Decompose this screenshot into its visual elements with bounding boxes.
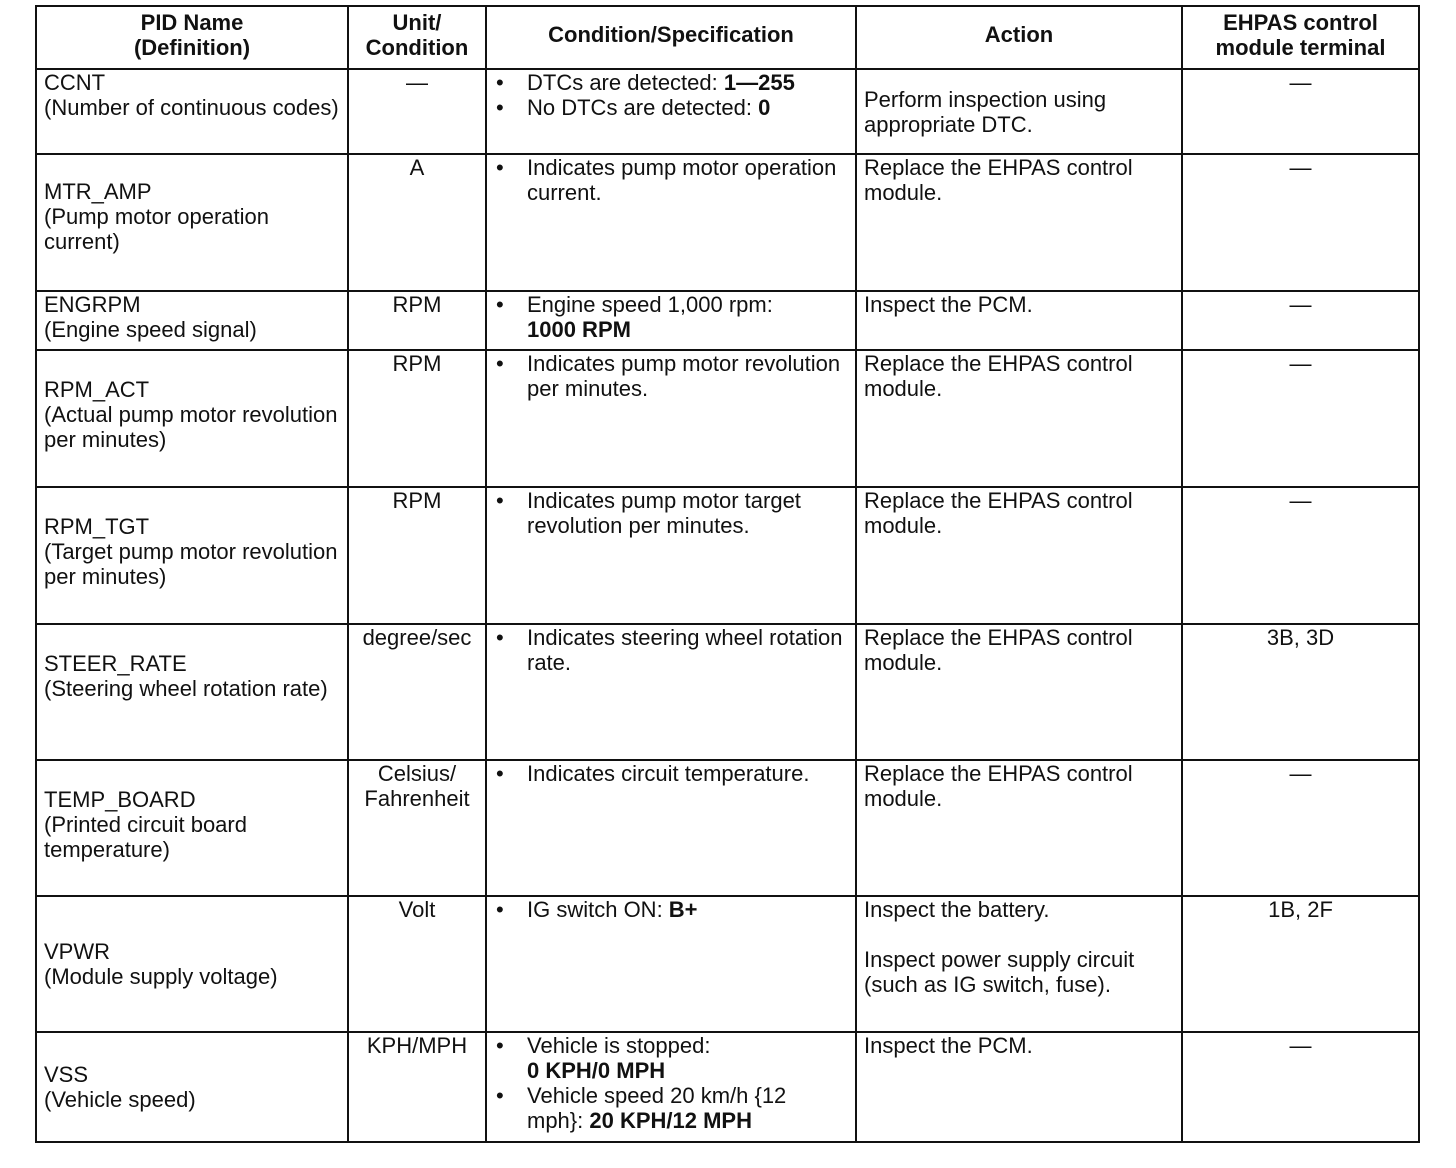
unit-cell: Volt: [348, 896, 486, 1032]
pid-definition: (Actual pump motor revolution per minutes): [44, 402, 338, 452]
condition-cell: [486, 69, 856, 154]
terminal-cell: —: [1182, 291, 1419, 350]
table-row: [36, 487, 1419, 624]
pid-name-cell: [36, 350, 348, 487]
condition-cell: [486, 350, 856, 487]
pid-name-cell: [36, 624, 348, 760]
condition-value: B+: [668, 897, 698, 922]
terminal-cell: —: [1182, 350, 1419, 487]
condition-cell: [486, 487, 856, 624]
pid-name: MTR_AMP: [44, 179, 152, 204]
pid-name-cell: [36, 896, 348, 1032]
header-row: [36, 6, 1419, 69]
pid-name-cell: [36, 291, 348, 350]
action-text: Replace the EHPAS control module.: [864, 351, 1133, 401]
unit-cell: RPM: [348, 350, 486, 487]
condition-item: [494, 1083, 848, 1133]
terminal-cell: 1B, 2F: [1182, 896, 1419, 1032]
action-cell: [856, 1032, 1182, 1142]
condition-list: [494, 155, 848, 205]
pid-name: ENGRPM: [44, 292, 141, 317]
condition-list: [494, 292, 848, 342]
pid-table: [35, 5, 1420, 1143]
condition-item: [494, 761, 848, 786]
condition-text: Indicates pump motor operation current.: [527, 155, 837, 205]
condition-item: [494, 155, 848, 205]
table-row: [36, 69, 1419, 154]
condition-text: Indicates circuit temperature.: [527, 761, 810, 786]
action-text: Replace the EHPAS control module.: [864, 625, 1133, 675]
action-text: Inspect the PCM.: [864, 292, 1033, 317]
header-condition: Condition/Specification: [486, 6, 856, 69]
condition-text: Engine speed 1,000 rpm:: [527, 292, 773, 317]
pid-name: RPM_ACT: [44, 377, 150, 402]
action-cell: [856, 487, 1182, 624]
condition-list: [494, 625, 848, 675]
condition-cell: [486, 896, 856, 1032]
action-cell: [856, 154, 1182, 291]
pid-definition: (Pump motor operation current): [44, 204, 269, 254]
unit-cell: —: [348, 69, 486, 154]
condition-item: [494, 488, 848, 538]
table-row: [36, 1032, 1419, 1142]
condition-list: [494, 761, 848, 786]
header-pid-name: [36, 6, 348, 69]
pid-definition: (Steering wheel rotation rate): [44, 676, 328, 701]
header-pid-name-line2: (Definition): [133, 34, 251, 60]
terminal-cell: —: [1182, 1032, 1419, 1142]
pid-definition: (Engine speed signal): [44, 317, 257, 342]
table-row: [36, 350, 1419, 487]
header-unit: [348, 6, 486, 69]
terminal-cell: 3B, 3D: [1182, 624, 1419, 760]
condition-text: Vehicle speed 20 km/h {12 mph}:: [527, 1083, 787, 1133]
unit-cell: A: [348, 154, 486, 291]
pid-name: TEMP_BOARD: [44, 787, 196, 812]
pid-name: RPM_TGT: [44, 514, 150, 539]
condition-text: IG switch ON:: [527, 897, 669, 922]
condition-list: [494, 897, 848, 922]
condition-value: 0 KPH/0 MPH: [527, 1058, 666, 1083]
table-row: [36, 291, 1419, 350]
header-terminal: [1182, 6, 1419, 69]
condition-text: Indicates pump motor target revolution per minutes.: [527, 488, 801, 538]
condition-text: DTCs are detected:: [527, 70, 724, 95]
unit-cell: KPH/MPH: [348, 1032, 486, 1142]
unit-cell: degree/sec: [348, 624, 486, 760]
action-cell: [856, 350, 1182, 487]
action-cell: [856, 760, 1182, 896]
condition-item: [494, 1033, 848, 1083]
pid-definition: (Module supply voltage): [44, 964, 278, 989]
condition-list: [494, 1033, 848, 1133]
header-unit-line1: Unit/: [392, 9, 442, 35]
condition-item: [494, 292, 848, 342]
condition-cell: [486, 291, 856, 350]
table-row: [36, 624, 1419, 760]
condition-value: 0: [758, 95, 771, 120]
action-text: Replace the EHPAS control module.: [864, 761, 1133, 811]
pid-name-cell: [36, 1032, 348, 1142]
action-cell: [856, 624, 1182, 760]
action-cell: [856, 896, 1182, 1032]
table-row: [36, 760, 1419, 896]
action-cell: [856, 69, 1182, 154]
condition-value: 1—255: [723, 70, 795, 95]
condition-text: Vehicle is stopped:: [527, 1033, 711, 1058]
condition-item: [494, 625, 848, 675]
header-action: Action: [856, 6, 1182, 69]
table-row: [36, 896, 1419, 1032]
pid-name-cell: [36, 69, 348, 154]
pid-name-cell: [36, 154, 348, 291]
pid-definition: (Vehicle speed): [44, 1087, 196, 1112]
pid-name: VPWR: [44, 939, 110, 964]
pid-name: VSS: [44, 1062, 89, 1087]
condition-text: Indicates steering wheel rotation rate.: [527, 625, 843, 675]
action-text: Replace the EHPAS control module.: [864, 155, 1133, 205]
action-text: Replace the EHPAS control module.: [864, 488, 1133, 538]
table-row: [36, 154, 1419, 291]
header-unit-line2: Condition: [365, 34, 469, 60]
action-text: Inspect power supply circuit (such as IG switch, fuse).: [864, 947, 1135, 997]
condition-list: [494, 70, 848, 120]
condition-item: [494, 351, 848, 401]
action-text: Inspect the battery.: [864, 897, 1050, 922]
terminal-cell: —: [1182, 760, 1419, 896]
condition-value: 20 KPH/12 MPH: [589, 1108, 752, 1133]
condition-item: [494, 70, 848, 95]
header-pid-name-line1: PID Name: [140, 9, 244, 35]
condition-value: 1000 RPM: [527, 317, 631, 342]
condition-text: No DTCs are detected:: [527, 95, 759, 120]
pid-definition: (Target pump motor revolution per minutes): [44, 539, 338, 589]
condition-cell: [486, 1032, 856, 1142]
terminal-cell: —: [1182, 487, 1419, 624]
pid-definition: (Printed circuit board temperature): [44, 812, 247, 862]
unit-cell: RPM: [348, 487, 486, 624]
action-text: Perform inspection using appropriate DTC.: [864, 86, 1107, 137]
pid-name-cell: [36, 760, 348, 896]
condition-item: [494, 897, 848, 922]
action-cell: [856, 291, 1182, 350]
condition-cell: [486, 760, 856, 896]
action-text: Inspect the PCM.: [864, 1033, 1033, 1058]
pid-name: STEER_RATE: [44, 651, 187, 676]
condition-cell: [486, 624, 856, 760]
pid-name-cell: [36, 487, 348, 624]
action-spacer: [864, 922, 1174, 947]
condition-list: [494, 351, 848, 401]
pid-definition: (Number of continuous codes): [44, 95, 339, 120]
header-terminal-line1: EHPAS control: [1223, 9, 1378, 35]
unit-cell: Celsius/ Fahrenheit: [348, 760, 486, 896]
condition-item: [494, 95, 848, 120]
terminal-cell: —: [1182, 69, 1419, 154]
pid-name: CCNT: [44, 70, 106, 95]
terminal-cell: —: [1182, 154, 1419, 291]
header-terminal-line2: module terminal: [1215, 34, 1386, 60]
condition-text: Indicates pump motor revolution per minutes.: [527, 351, 841, 401]
unit-cell: RPM: [348, 291, 486, 350]
condition-cell: [486, 154, 856, 291]
condition-list: [494, 488, 848, 538]
